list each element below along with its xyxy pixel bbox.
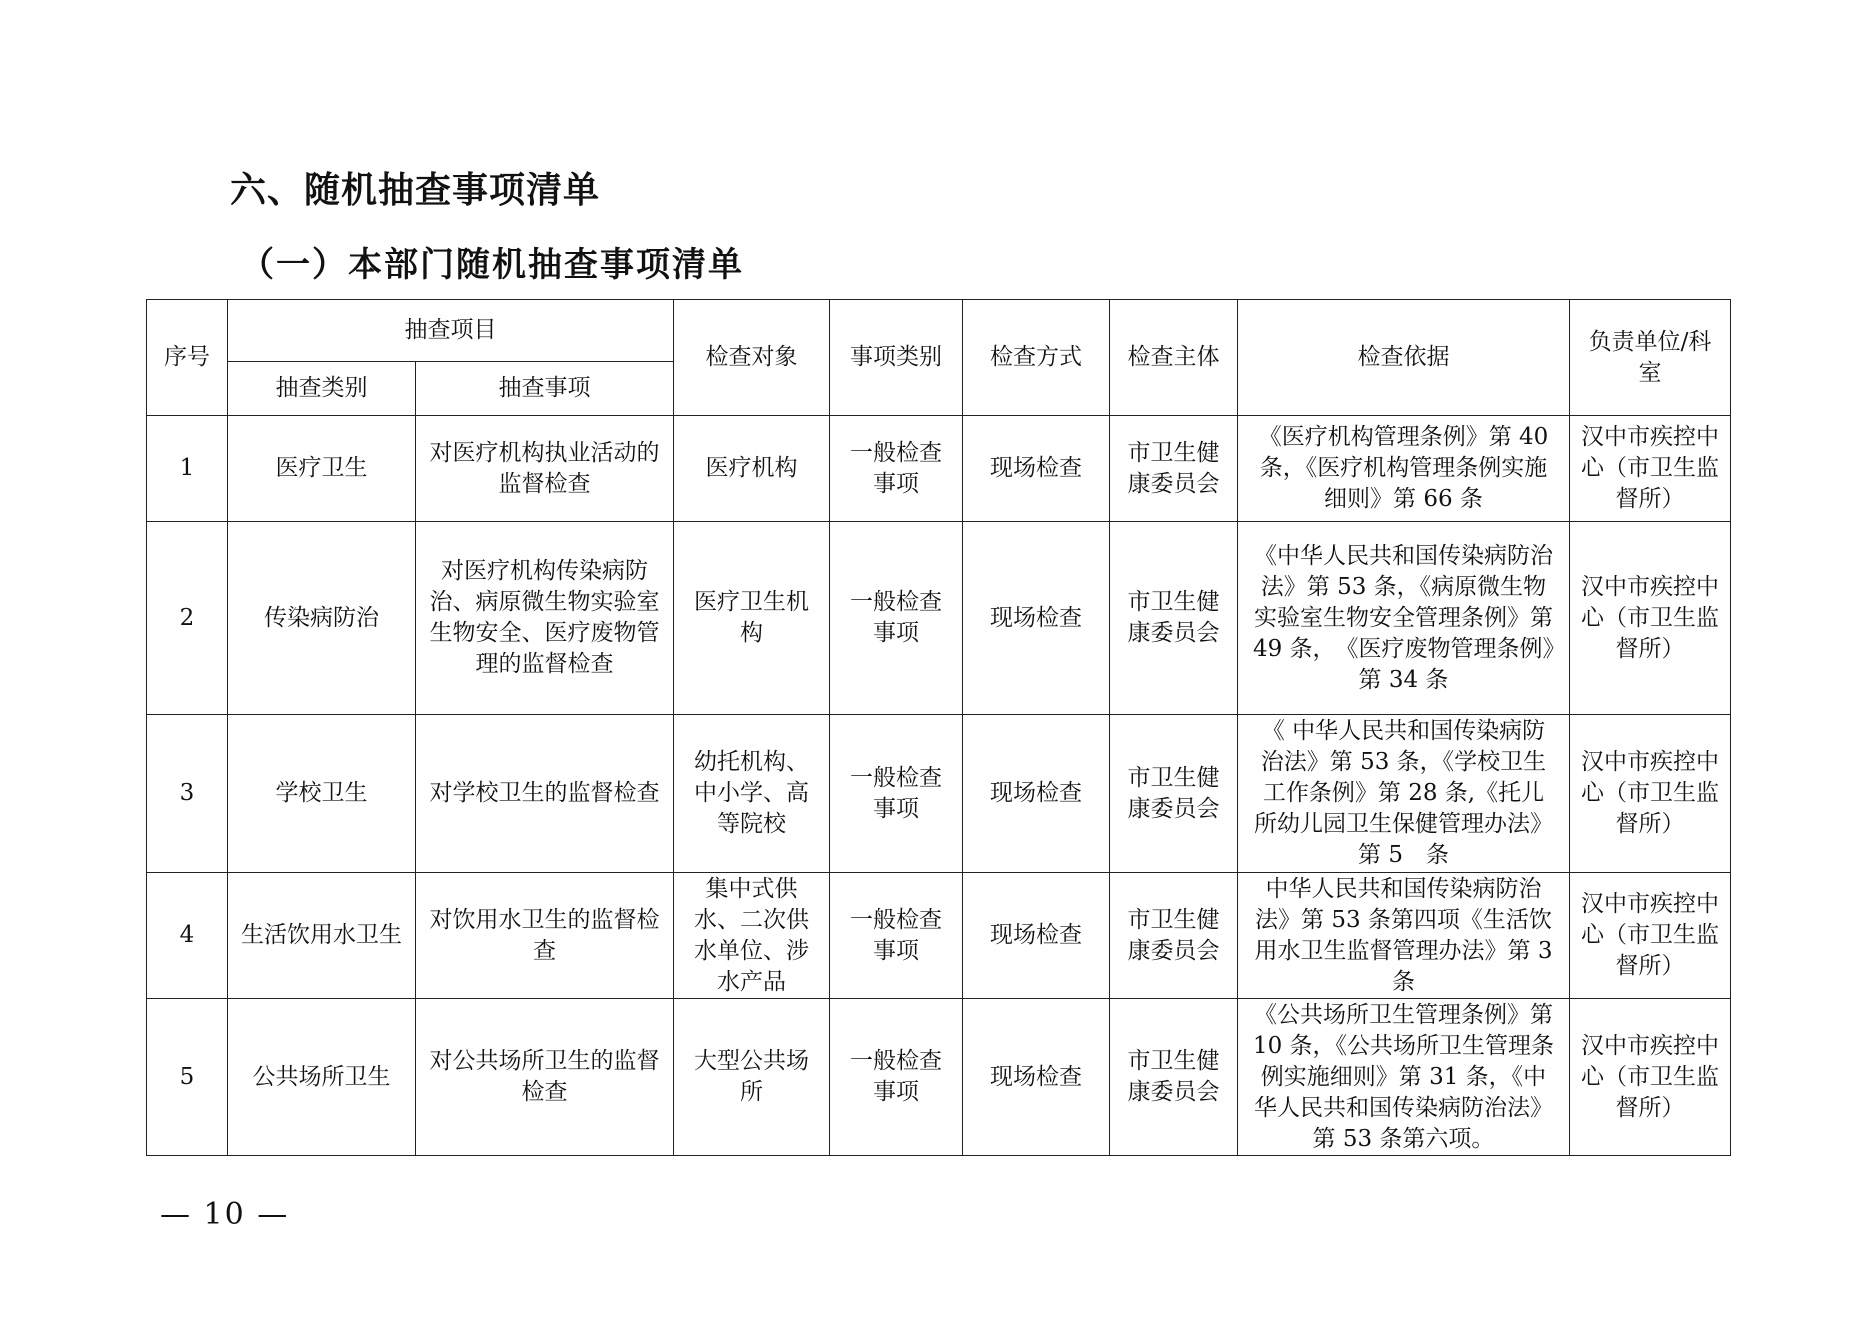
row-target: 医疗机构: [674, 416, 830, 522]
table-body: [147, 416, 1731, 1156]
row-basis: 《中华人民共和国传染病防治法》第 53 条，《病原微生物实验室生物安全管理条例》第 49 条， 《医疗废物管理条例》第 34 条: [1238, 522, 1570, 715]
row-unit: 汉中市疾控中心（市卫生监督所）: [1570, 522, 1731, 715]
row-target: 医疗卫生机构: [674, 522, 830, 715]
row-unit: 汉中市疾控中心（市卫生监督所）: [1570, 715, 1731, 873]
row-method: 现场检查: [963, 416, 1110, 522]
header-target: 检查对象: [674, 300, 830, 416]
header-basis: 检查依据: [1238, 300, 1570, 416]
row-unit: 汉中市疾控中心（市卫生监督所）: [1570, 999, 1731, 1156]
header-check-item-group: 抽查项目: [228, 300, 674, 362]
row-basis: 《公共场所卫生管理条例》第 10 条，《公共场所卫生管理条例实施细则》第 31 条，《中华人民共和国传染病防治法》第 53 条第六项。: [1238, 999, 1570, 1156]
row-method: 现场检查: [963, 522, 1110, 715]
row-subject: 市卫生健康委员会: [1110, 522, 1238, 715]
row-category: 医疗卫生: [228, 416, 416, 522]
header-unit: 负责单位/科室: [1570, 300, 1731, 416]
table-row: [147, 873, 1731, 999]
row-basis: 《医疗机构管理条例》第 40 条，《医疗机构管理条例实施细则》第 66 条: [1238, 416, 1570, 522]
row-index: 2: [147, 522, 228, 715]
row-index: 1: [147, 416, 228, 522]
row-category: 公共场所卫生: [228, 999, 416, 1156]
row-subject: 市卫生健康委员会: [1110, 416, 1238, 522]
row-method: 现场检查: [963, 715, 1110, 873]
row-subject: 市卫生健康委员会: [1110, 999, 1238, 1156]
header-method: 检查方式: [963, 300, 1110, 416]
row-matter: 对医疗机构执业活动的监督检查: [416, 416, 674, 522]
row-method: 现场检查: [963, 999, 1110, 1156]
row-index: 4: [147, 873, 228, 999]
header-subject: 检查主体: [1110, 300, 1238, 416]
row-item-type: 一般检查事项: [830, 999, 963, 1156]
row-basis: 《 中华人民共和国传染病防治法》第 53 条，《学校卫生工作条例》第 28 条,《托儿所幼儿园卫生保健管理办法》第 5 条: [1238, 715, 1570, 873]
row-matter: 对医疗机构传染病防治、病原微生物实验室生物安全、医疗废物管理的监督检查: [416, 522, 674, 715]
row-index: 5: [147, 999, 228, 1156]
table-row: [147, 416, 1731, 522]
row-unit: 汉中市疾控中心（市卫生监督所）: [1570, 416, 1731, 522]
row-subject: 市卫生健康委员会: [1110, 873, 1238, 999]
row-matter: 对饮用水卫生的监督检查: [416, 873, 674, 999]
row-matter: 对公共场所卫生的监督检查: [416, 999, 674, 1156]
row-category: 生活饮用水卫生: [228, 873, 416, 999]
row-method: 现场检查: [963, 873, 1110, 999]
section-title: 六、随机抽查事项清单: [230, 170, 601, 211]
row-item-type: 一般检查事项: [830, 522, 963, 715]
row-category: 传染病防治: [228, 522, 416, 715]
row-matter: 对学校卫生的监督检查: [416, 715, 674, 873]
header-index: 序号: [147, 300, 228, 416]
header-category: 抽查类别: [228, 362, 416, 416]
table-row: [147, 715, 1731, 873]
table-row: [147, 999, 1731, 1156]
header-matter: 抽查事项: [416, 362, 674, 416]
row-basis: 中华人民共和国传染病防治法》第 53 条第四项《生活饮用水卫生监督管理办法》第 3 条: [1238, 873, 1570, 999]
row-target: 幼托机构、中小学、高等院校: [674, 715, 830, 873]
subsection-title: （一）本部门随机抽查事项清单: [240, 245, 744, 285]
row-item-type: 一般检查事项: [830, 416, 963, 522]
row-item-type: 一般检查事项: [830, 873, 963, 999]
row-category: 学校卫生: [228, 715, 416, 873]
table-header: [147, 300, 1731, 416]
table-row: [147, 522, 1731, 715]
row-unit: 汉中市疾控中心（市卫生监督所）: [1570, 873, 1731, 999]
header-item-type: 事项类别: [830, 300, 963, 416]
row-index: 3: [147, 715, 228, 873]
page-number: — 10 —: [160, 1197, 290, 1232]
row-target: 集中式供水、二次供水单位、涉水产品: [674, 873, 830, 999]
row-target: 大型公共场所: [674, 999, 830, 1156]
row-item-type: 一般检查事项: [830, 715, 963, 873]
random-inspection-table: [146, 299, 1731, 1156]
row-subject: 市卫生健康委员会: [1110, 715, 1238, 873]
